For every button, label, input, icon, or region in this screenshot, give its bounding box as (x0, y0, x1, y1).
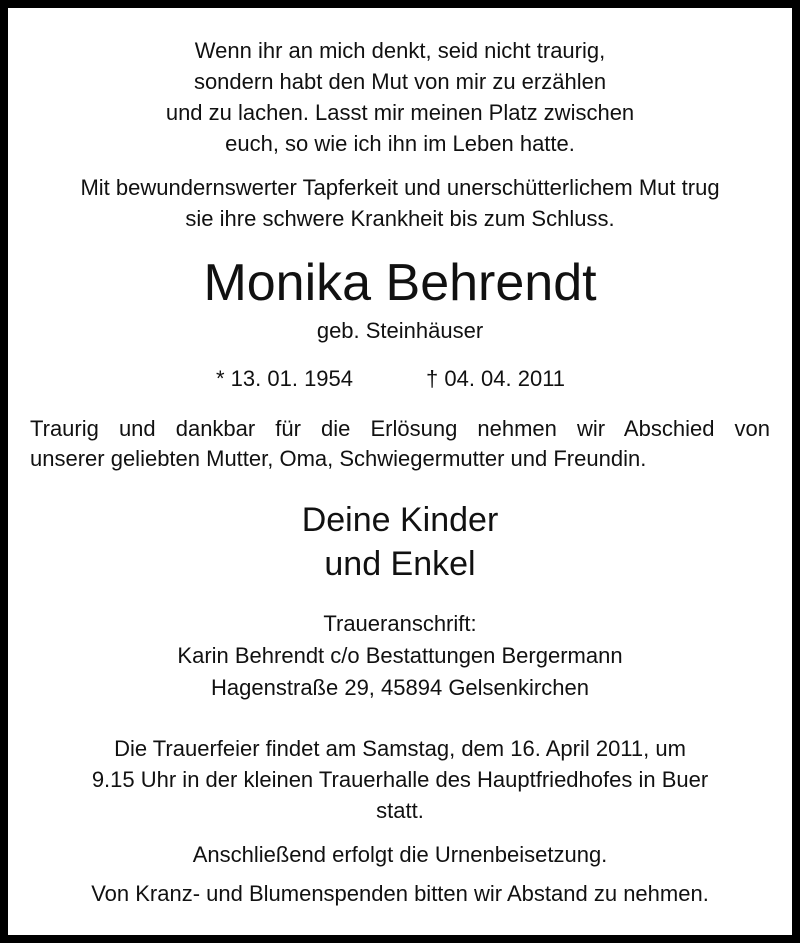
poem-line: euch, so wie ich ihn im Leben hatte. (225, 131, 575, 156)
intro-line: sie ihre schwere Krankheit bis zum Schluss. (185, 206, 615, 231)
farewell-line: unserer geliebten Mutter, Oma, Schwiegermutter und Freundin. (30, 446, 647, 471)
flowers-note: Von Kranz- und Blumenspenden bitten wir Abstand zu nehmen. (91, 881, 709, 906)
life-dates (8, 364, 792, 394)
address-line: Traueranschrift: (323, 611, 477, 636)
intro-line: Mit bewundernswerter Tapferkeit und unerschütterlichem Mut trug (80, 175, 720, 200)
urn-burial-note: Anschließend erfolgt die Urnenbeisetzung. (192, 842, 608, 867)
birth-date: * 13. 01. 1954 (216, 366, 354, 391)
address-line: Hagenstraße 29, 45894 Gelsenkirchen (211, 675, 589, 700)
farewell-text (30, 414, 770, 474)
signatory-line: und Enkel (324, 545, 476, 583)
farewell-line: Traurig und dankbar für die Erlösung nehmen wir Abschied von (30, 416, 770, 441)
deceased-name: Monika Behrendt (203, 254, 597, 312)
signatory-line: Deine Kinder (301, 501, 499, 539)
address-line: Karin Behrendt c/o Bestattungen Bergermann (177, 643, 623, 668)
maiden-name: geb. Steinhäuser (316, 318, 484, 343)
poem-line: Wenn ihr an mich denkt, seid nicht traurig, (194, 38, 606, 63)
ceremony-line: statt. (376, 798, 424, 823)
ceremony-line: Die Trauerfeier findet am Samstag, dem 16. April 2011, um (114, 736, 686, 761)
death-date: † 04. 04. 2011 (426, 366, 566, 391)
ceremony-line: 9.15 Uhr in der kleinen Trauerhalle des Hauptfriedhofes in Buer (91, 767, 709, 792)
poem-line: sondern habt den Mut von mir zu erzählen (193, 69, 607, 94)
poem-line: und zu lachen. Lasst mir meinen Platz zwischen (165, 100, 635, 125)
